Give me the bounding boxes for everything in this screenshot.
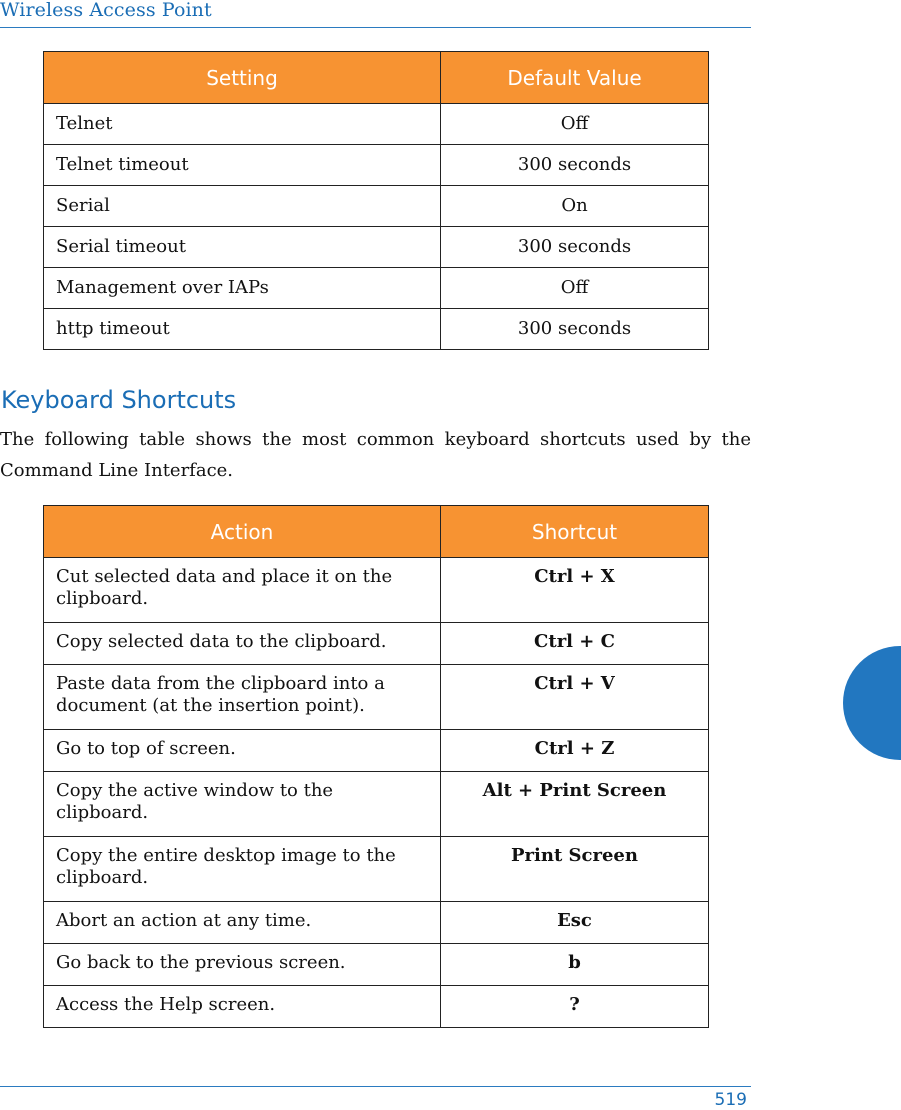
default-value: 300 seconds [441, 145, 709, 186]
table-row [44, 730, 709, 772]
action-description: Cut selected data and place it on the clipboard. [44, 558, 441, 623]
intro-paragraph: The following table shows the most common keyboard shortcuts used by the Command Line Interface. [0, 429, 751, 481]
table-row [44, 104, 709, 145]
table-row [44, 268, 709, 309]
table-row [44, 309, 709, 350]
setting-name: Telnet timeout [44, 145, 441, 186]
action-description: Go to top of screen. [44, 730, 441, 772]
table-row [44, 227, 709, 268]
column-header-shortcut: Shortcut [441, 506, 709, 558]
setting-name: Telnet [44, 104, 441, 145]
shortcut-key: b [441, 944, 709, 986]
table-row [44, 837, 709, 902]
shortcuts-table [43, 505, 709, 1028]
table-row [44, 986, 709, 1028]
shortcuts-table-header-row [44, 506, 709, 558]
setting-name: Serial timeout [44, 227, 441, 268]
shortcut-key: Ctrl + X [441, 558, 709, 623]
section-heading: Keyboard Shortcuts [1, 386, 237, 414]
action-description: Copy the entire desktop image to the clipboard. [44, 837, 441, 902]
action-description: Copy selected data to the clipboard. [44, 623, 441, 665]
page-number: 519 [714, 1090, 747, 1110]
running-header-title: Wireless Access Point [0, 0, 212, 21]
shortcut-key: ? [441, 986, 709, 1028]
table-row [44, 665, 709, 730]
default-value: On [441, 186, 709, 227]
shortcut-key: Ctrl + Z [441, 730, 709, 772]
column-header-default-value: Default Value [441, 52, 709, 104]
default-value: 300 seconds [441, 309, 709, 350]
table-row [44, 902, 709, 944]
action-description: Go back to the previous screen. [44, 944, 441, 986]
table-row [44, 772, 709, 837]
header-divider [0, 27, 751, 28]
settings-table [43, 51, 709, 350]
shortcut-key: Ctrl + V [441, 665, 709, 730]
setting-name: Management over IAPs [44, 268, 441, 309]
shortcut-key: Ctrl + C [441, 623, 709, 665]
setting-name: Serial [44, 186, 441, 227]
default-value: 300 seconds [441, 227, 709, 268]
action-description: Paste data from the clipboard into a document (at the insertion point). [44, 665, 441, 730]
column-header-setting: Setting [44, 52, 441, 104]
shortcut-key: Print Screen [441, 837, 709, 902]
settings-table-header-row [44, 52, 709, 104]
table-row [44, 944, 709, 986]
table-row [44, 558, 709, 623]
action-description: Abort an action at any time. [44, 902, 441, 944]
footer-divider [0, 1086, 751, 1087]
shortcut-key: Esc [441, 902, 709, 944]
action-description: Access the Help screen. [44, 986, 441, 1028]
table-row [44, 186, 709, 227]
default-value: Off [441, 268, 709, 309]
chapter-side-tab [843, 646, 901, 760]
shortcut-key: Alt + Print Screen [441, 772, 709, 837]
table-row [44, 145, 709, 186]
column-header-action: Action [44, 506, 441, 558]
default-value: Off [441, 104, 709, 145]
setting-name: http timeout [44, 309, 441, 350]
table-row [44, 623, 709, 665]
action-description: Copy the active window to the clipboard. [44, 772, 441, 837]
